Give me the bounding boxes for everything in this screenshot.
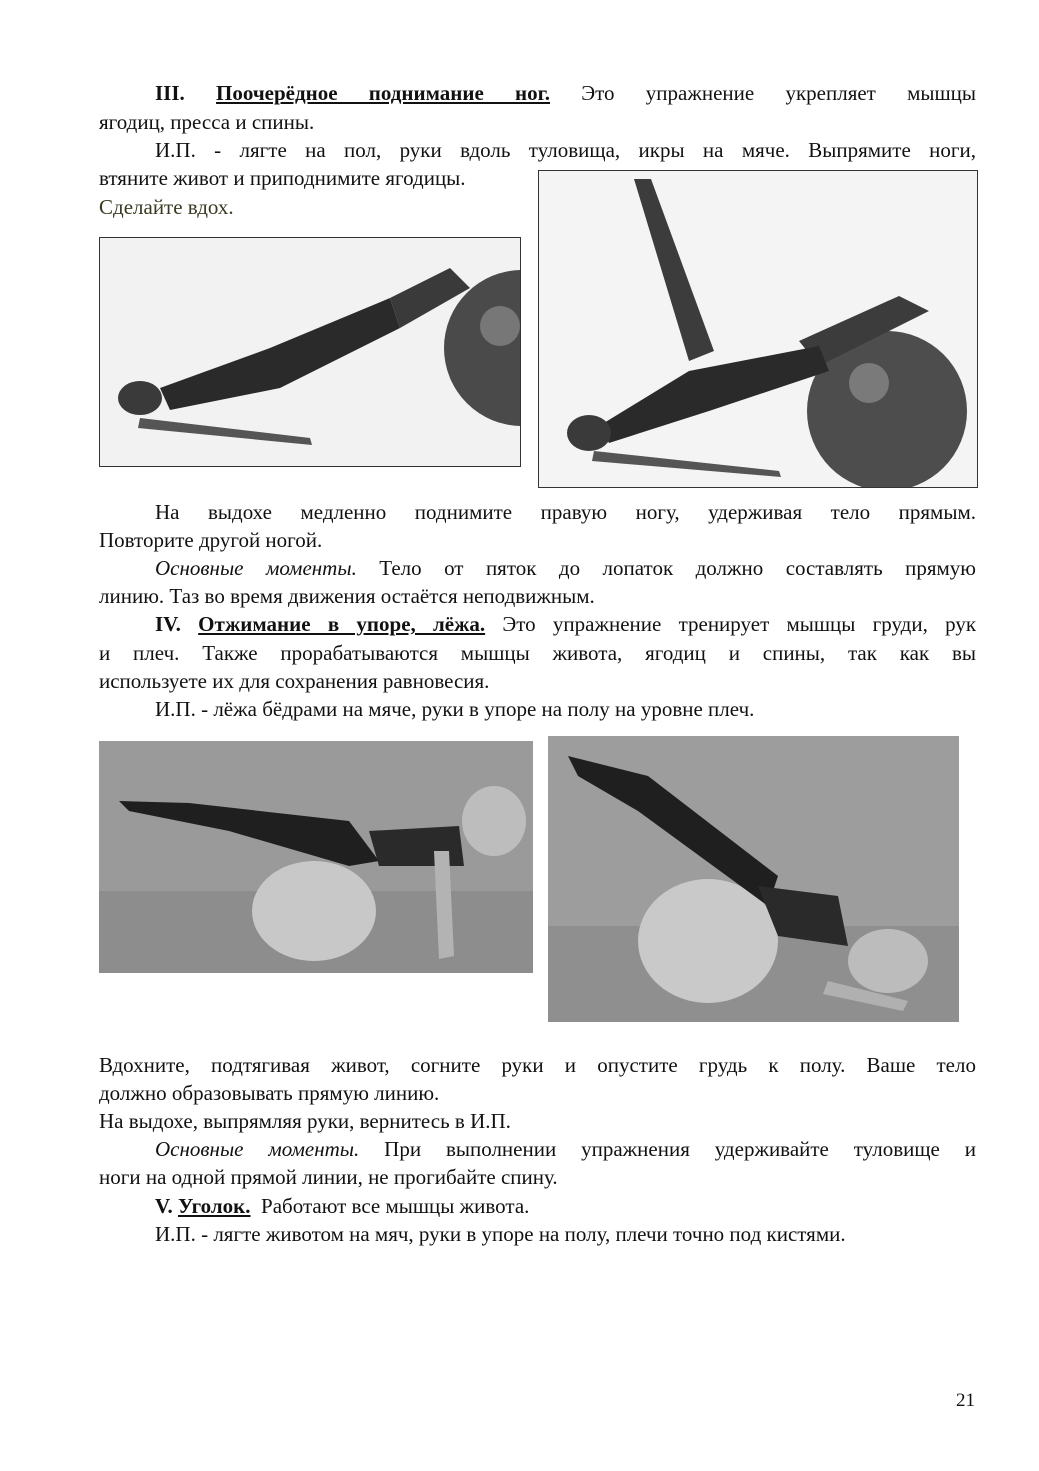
section-4-heading-line [155, 610, 976, 639]
section-4-key-cont: ноги на одной прямой линии, не прогибайте спину. [99, 1165, 558, 1189]
section-4-inhale-line-2: должно образовывать прямую линию. [99, 1081, 440, 1105]
section-4-key-line [155, 1135, 976, 1164]
section-3-ip-line-2: втяните живот и приподнимите ягодицы. [99, 166, 466, 190]
section-3-exhale-line-1: На выдохе медленно поднимите правую ногу, удерживая тело прямым. [155, 500, 976, 524]
section-3-intro: Это упражнение укрепляет мышцы [581, 81, 977, 105]
section-3-numeral: III. [155, 81, 185, 105]
photo-bridge-on-ball [99, 237, 521, 467]
section-3-key-line [155, 554, 976, 583]
section-3-inhale: Сделайте вдох. [99, 195, 234, 219]
section-3-heading-line [155, 79, 976, 108]
section-5-numeral: V. [155, 1194, 173, 1218]
section-4-inhale-line-1: Вдохните, подтягивая живот, согните руки и опустите грудь к полу. Ваше тело [99, 1053, 976, 1077]
section-4-intro-line-3: используете их для сохранения равновесия. [99, 669, 490, 693]
section-4-title: Отжимание в упоре, лёжа. [198, 612, 486, 636]
photo-pushup-down [548, 736, 959, 1022]
section-5-ip: И.П. - лягте животом на мяч, руки в упоре на полу, плечи точно под кистями. [155, 1222, 846, 1246]
section-4-numeral: IV. [155, 612, 181, 636]
section-3-intro-cont: ягодиц, пресса и спины. [99, 110, 315, 134]
section-4-ip: И.П. - лёжа бёдрами на мяче, руки в упоре на полу на уровне плеч. [155, 697, 755, 721]
photo-pushup-start [99, 741, 533, 973]
page-number: 21 [956, 1390, 975, 1411]
section-3-key-cont: линию. Таз во время движения остаётся неподвижным. [99, 584, 595, 608]
section-3-exhale-line-2: Повторите другой ногой. [99, 528, 323, 552]
section-5-heading-line [155, 1192, 976, 1221]
section-3-ip-line-1: И.П. - лягте на пол, руки вдоль туловища, икры на мяче. Выпрямите ноги, [155, 138, 976, 162]
section-4-intro-line-2: и плеч. Также прорабатываются мышцы живота, ягодиц и спины, так как вы [99, 641, 976, 665]
section-3-title: Поочерёдное поднимание ног. [216, 81, 551, 105]
section-4-exhale: На выдохе, выпрямляя руки, вернитесь в И.П. [99, 1109, 511, 1133]
section-4-intro: Это упражнение тренирует мышцы груди, рук [502, 612, 977, 636]
photo-leg-raise-on-ball [538, 170, 978, 488]
section-4-key-text: При выполнении упражнения удерживайте туловище и [384, 1137, 977, 1161]
section-5-title: Уголок. [177, 1194, 251, 1218]
section-5-intro: Работают все мышцы живота. [261, 1194, 530, 1218]
section-3-key-label: Основные моменты. [155, 556, 357, 580]
section-3-key-text: Тело от пяток до лопаток должно составлять прямую [379, 556, 976, 580]
section-4-key-label: Основные моменты. [155, 1137, 360, 1161]
